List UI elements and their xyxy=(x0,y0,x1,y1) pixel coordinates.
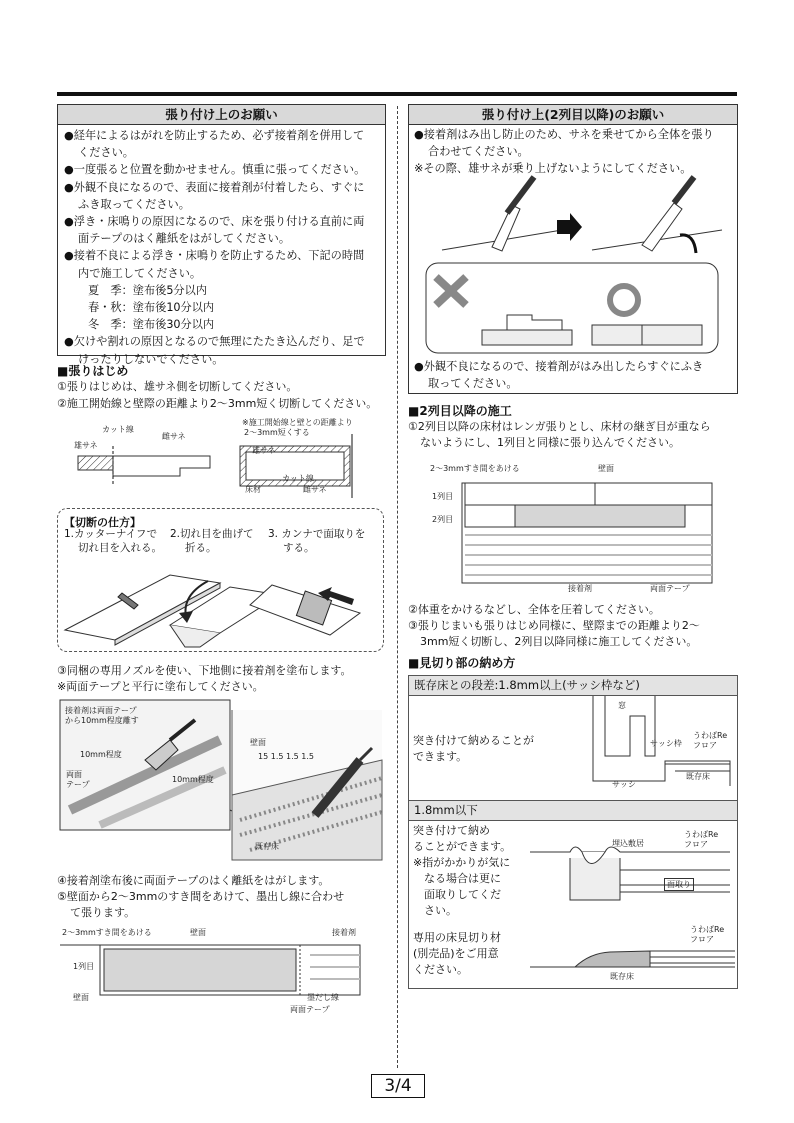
approx-label-2: 10mm程度 xyxy=(172,775,214,784)
step4-text: ④接着剤塗布後に両面テープのはく離紙をはがします。 xyxy=(57,874,330,887)
page-number: 3/4 xyxy=(371,1074,425,1098)
tongue-placement-illustration xyxy=(412,175,732,355)
row1-label-2: 1列目 xyxy=(432,492,454,501)
cut-step3b: する。 xyxy=(283,542,315,554)
existing-floor-label-2: 既存床 xyxy=(686,772,710,781)
cut-step2a: 2.切れ目を曲げて xyxy=(170,528,254,540)
bead-spacing-label: 15 1.5 1.5 1.5 xyxy=(258,752,314,761)
time-summer: 夏 季：塗布後5分以内 xyxy=(88,283,207,297)
row2-p3a: ③張りじまいも張りはじめ同様に、壁際までの距離より2～ xyxy=(408,619,700,632)
list-item: ●外観不良になるので、表面に接着剤が付着したら、すぐに xyxy=(64,180,365,194)
gap-label-1: 2～3mmすき間をあける xyxy=(62,928,152,937)
list-item: 面テープのはく離紙をはがしてください。 xyxy=(78,232,291,246)
finish-c2-l4: なる場合は更に xyxy=(424,872,501,885)
existing-floor-label-1: 既存床 xyxy=(255,842,279,851)
finish-c2-l5: 面取りしてくだ xyxy=(424,888,501,901)
adhesive-label-2: 接着剤 xyxy=(568,584,592,593)
sash-frame-label: サッシ枠 xyxy=(650,739,682,748)
cut-line-label-2: カット線 xyxy=(282,474,314,483)
finish-c2-l6: さい。 xyxy=(424,904,457,917)
cutting-illustration xyxy=(60,555,380,647)
cut-step3a: 3. カンナで面取りを xyxy=(268,528,366,540)
finish-c2-l3: ※指がかかりが気に xyxy=(413,856,511,869)
row2-wipe-text xyxy=(408,356,738,392)
adhesive-label-1: 接着剤 xyxy=(332,928,356,937)
list-item: 合わせてください。 xyxy=(428,145,529,159)
female-tongue-label: 雌サネ xyxy=(162,432,186,441)
list-item: ●接着剤はみ出し防止のため、サネを乗せてから全体を張り xyxy=(414,128,714,141)
list-item: ●接着不良による浮き・床鳴りを防止するため、下記の時間 xyxy=(64,249,365,263)
finish-c1-text1: 突き付けて納めることが xyxy=(413,734,534,747)
threshold-label: 埋込敷居 xyxy=(612,839,644,848)
row2-layout-diagram xyxy=(410,455,730,595)
tape-label-3: 両面テープ xyxy=(290,1005,330,1014)
wall-label-4: 壁面 xyxy=(598,464,614,473)
finish-condition-2: 1.8mm以下 xyxy=(409,801,737,821)
tape-label-2: テープ xyxy=(66,780,90,789)
wall-label-1: 壁面 xyxy=(250,738,266,747)
adhesive-note1: 接着剤は両面テープ xyxy=(65,706,137,715)
start-note2: 2～3mm短くする xyxy=(244,428,310,437)
step5-text: ⑤壁面から2～3mmのすき間をあけて、墨出し線に合わせ xyxy=(57,890,345,903)
product-label-3: うわばRe xyxy=(684,830,719,839)
list-item: ※その際、雄サネが乗り上げないようにしてください。 xyxy=(414,162,692,176)
gap-label-2: 2～3mmすき間をあける xyxy=(430,464,520,473)
list-item: 取ってください。 xyxy=(428,377,518,391)
finish-c2-l1: 突き付けて納め xyxy=(413,824,490,837)
step3-text: ③同梱の専用ノズルを使い、下地側に接着剤を塗布します。 xyxy=(57,664,352,677)
row2-precautions-title: 張り付け上(2列目以降)のお願い xyxy=(409,105,737,125)
finish-c3-l2: (別売品)をご用意 xyxy=(413,947,499,960)
adhesive-illustration xyxy=(60,700,382,868)
finish-c1-text2: できます。 xyxy=(413,750,468,763)
chamfer-label: 面取り xyxy=(664,878,694,891)
time-winter: 冬 季：塗布後30分以内 xyxy=(88,318,215,332)
list-item: ふき取ってください。 xyxy=(78,197,190,211)
existing-floor-label-3: 既存床 xyxy=(610,972,634,981)
wall-label-2: 壁面 xyxy=(190,928,206,937)
row2-p1b: ないようにし、1列目と同様に張り込んでください。 xyxy=(420,436,680,449)
finish-c2-l2: ることができます。 xyxy=(413,840,512,853)
row1-label-1: 1列目 xyxy=(73,962,95,971)
finish-c3-l3: ください。 xyxy=(413,963,468,976)
approx-label-1: 10mm程度 xyxy=(80,750,122,759)
tape-label-1: 両面 xyxy=(66,770,82,779)
material-label: 床材 xyxy=(245,485,261,494)
product-label-5: うわばRe xyxy=(690,925,725,934)
product-label-2: フロア xyxy=(693,741,717,750)
cutting-title: 【切断の仕方】 xyxy=(64,516,141,529)
list-item: ●浮き・床鳴りの原因になるので、床を張り付ける直前に両 xyxy=(64,215,365,229)
precautions-title: 張り付け上のお願い xyxy=(58,105,385,125)
time-spring-autumn: 春・秋：塗布後10分以内 xyxy=(88,301,215,315)
window-label: 窓 xyxy=(618,701,626,710)
male-tongue-label-2: 雄サネ xyxy=(252,446,276,455)
list-item: ください。 xyxy=(78,146,134,160)
finish-c3-l1: 専用の床見切り材 xyxy=(413,931,501,944)
start-heading: ■張りはじめ xyxy=(57,364,129,378)
finish-condition-1: 既存床との段差:1.8mm以上(サッシ枠など) xyxy=(409,676,737,696)
step5-text-2: て張ります。 xyxy=(70,906,136,919)
cut-line-label: カット線 xyxy=(102,425,134,434)
product-label-1: うわばRe xyxy=(693,731,728,740)
start-step2: ②施工開始線と壁際の距離より2～3mm短く切断してください。 xyxy=(57,397,378,410)
row2-heading: ■2列目以降の施工 xyxy=(408,404,512,418)
step3-note: ※両面テープと平行に塗布してください。 xyxy=(57,680,264,693)
finish-heading: ■見切り部の納め方 xyxy=(408,656,516,670)
list-item: ●経年によるはがれを防止するため、必ず接着剤を併用して xyxy=(64,129,365,142)
row2-precautions-text xyxy=(408,124,738,178)
cut-step1b: 切れ目を入れる。 xyxy=(78,542,162,554)
top-rule xyxy=(57,92,737,96)
adhesive-note2: から10mm程度離す xyxy=(65,716,139,725)
row2-label: 2列目 xyxy=(432,515,454,524)
product-label-4: フロア xyxy=(684,840,708,849)
chalk-line-label: 墨だし線 xyxy=(307,993,339,1002)
wall-label-3: 壁面 xyxy=(73,993,89,1002)
start-note1: ※施工開始線と壁との距離より xyxy=(242,418,353,427)
list-item: 内で施工してください。 xyxy=(78,266,202,280)
cut-step2b: 折る。 xyxy=(185,542,217,554)
precautions-list xyxy=(58,125,385,368)
female-tongue-label-2: 雌サネ xyxy=(303,485,327,494)
list-item: けったりしないでください。 xyxy=(78,352,224,366)
male-tongue-label: 雄サネ xyxy=(74,441,98,450)
product-label-6: フロア xyxy=(690,935,714,944)
cut-step1a: 1.カッターナイフで xyxy=(64,528,158,540)
list-item: ●欠けや割れの原因となるので無理にたたき込んだり、足で xyxy=(64,335,365,349)
list-item: ●一度張ると位置を動かせません。慎重に張ってください。 xyxy=(64,163,366,177)
row2-p1a: ①2列目以降の床材はレンガ張りとし、床材の継ぎ目が重なら xyxy=(408,420,711,433)
column-divider xyxy=(397,106,398,1068)
start-step1: ①張りはじめは、雄サネ側を切断してください。 xyxy=(57,380,298,393)
precautions-box xyxy=(57,104,386,366)
row2-p3b: 3mm短く切断し、2列目以降同様に施工してください。 xyxy=(420,635,698,648)
sash-label: サッシ xyxy=(612,780,636,789)
list-item: ●外観不良になるので、接着剤がはみ出したらすぐにふき xyxy=(414,360,704,373)
row2-p2: ②体重をかけるなどし、全体を圧着してください。 xyxy=(408,603,660,616)
tape-label-4: 両面テープ xyxy=(650,584,690,593)
